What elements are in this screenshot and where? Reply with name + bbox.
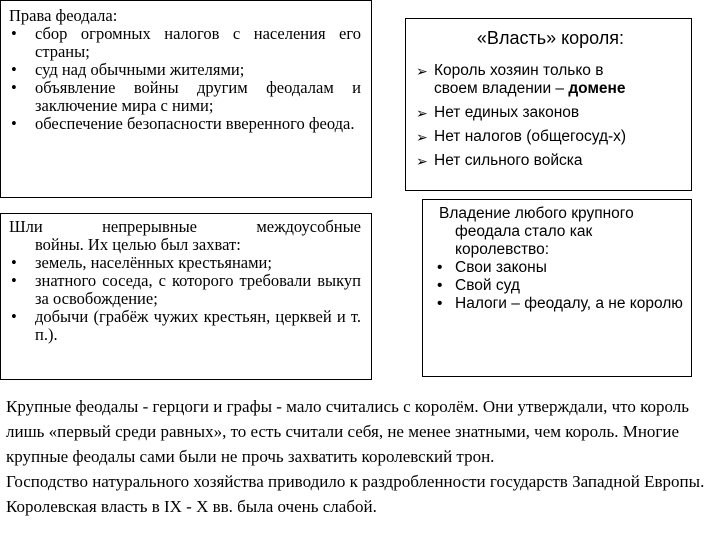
domain-heading-line3: королевство: — [455, 241, 550, 258]
list-item-text: объявление войны другим феодалам и заключение мира с ними; — [35, 78, 361, 115]
list-item — [416, 59, 685, 101]
list-item — [9, 115, 361, 133]
list-item — [9, 61, 361, 79]
list-item-text: Нет единых законов — [434, 104, 580, 121]
list-item — [416, 149, 685, 173]
list-item-text: знатного соседа, с которого требовали выкуп за освобождение; — [35, 271, 361, 308]
wars-intro-line2: войны. Их целью был захват: — [35, 235, 241, 254]
summary-paragraph-1: Крупные феодалы - герцоги и графы - мало считались с королём. Они утверждали, что король лишь «первый среди равных», то есть считали себя, не менее знатными, чем король. Многие крупные феодалы сами были не прочь захватить королевский трон. — [6, 397, 690, 466]
list-item — [416, 125, 685, 149]
domain-heading-line2: феодала стало как — [455, 223, 593, 240]
list-item-text: обеспечение безопасности вверенного феода. — [35, 114, 355, 133]
list-item — [433, 277, 685, 295]
summary-paragraph-2: Господство натурального хозяйства приводило к раздробленности государств Западной Европы. Королевская власть в IX - X вв. была очень слабой. — [6, 472, 705, 516]
wars-targets-list — [9, 254, 361, 344]
list-item-text: Король хозяин только в — [434, 62, 604, 79]
arrow-bullet-icon: ➢ — [416, 63, 428, 79]
list-item-text: земель, населённых крестьянами; — [35, 253, 272, 272]
summary-text — [6, 394, 716, 519]
list-item-text: суд над обычными жителями; — [35, 60, 245, 79]
bullet-icon: • — [11, 78, 17, 97]
bullet-icon: • — [437, 295, 443, 312]
king-power-title: «Власть» короля: — [476, 28, 625, 48]
list-item — [433, 295, 685, 313]
internecine-wars-box — [0, 213, 372, 380]
list-item-text: сбор огромных налогов с населения его страны; — [35, 24, 361, 61]
bullet-icon: • — [11, 60, 17, 79]
king-power-list — [416, 59, 685, 173]
list-item-text: добычи (грабёж чужих крестьян, церквей и т. п.). — [35, 307, 361, 344]
domain-features-list — [433, 259, 685, 313]
list-item — [9, 25, 361, 61]
list-item-text: Налоги – феодалу, а не королю — [455, 295, 683, 312]
continuation-text: своем владении – — [434, 80, 569, 97]
list-item — [9, 272, 361, 308]
list-item — [416, 101, 685, 125]
list-item-continuation — [434, 80, 685, 101]
arrow-bullet-icon: ➢ — [416, 129, 428, 145]
domain-heading-line1: Владение любого крупного — [439, 205, 634, 222]
bullet-icon: • — [437, 277, 443, 294]
domain-heading — [433, 205, 685, 259]
arrow-bullet-icon: ➢ — [416, 105, 428, 121]
feudal-rights-heading: Права феодала: — [9, 6, 118, 25]
feudal-domain-box — [422, 199, 692, 377]
arrow-bullet-icon: ➢ — [416, 153, 428, 169]
list-item — [433, 259, 685, 277]
list-item-text: Нет сильного войска — [434, 152, 583, 169]
king-power-box — [405, 18, 692, 191]
list-item-text: Нет налогов (общегосуд-х) — [434, 128, 627, 145]
bullet-icon: • — [11, 271, 17, 290]
bullet-icon: • — [11, 114, 17, 133]
feudal-rights-list — [9, 25, 361, 133]
list-item — [9, 79, 361, 115]
list-item — [9, 254, 361, 272]
feudal-rights-box — [0, 0, 372, 198]
bullet-icon: • — [437, 259, 443, 276]
domain-term: домене — [568, 80, 626, 97]
bullet-icon: • — [11, 307, 17, 326]
wars-intro-line1: Шли непрерывные междоусобные — [9, 217, 361, 236]
bullet-icon: • — [11, 24, 17, 43]
bullet-icon: • — [11, 253, 17, 272]
list-item-text: Свои законы — [455, 259, 547, 276]
list-item-text: Свой суд — [455, 277, 520, 294]
list-item — [9, 308, 361, 344]
